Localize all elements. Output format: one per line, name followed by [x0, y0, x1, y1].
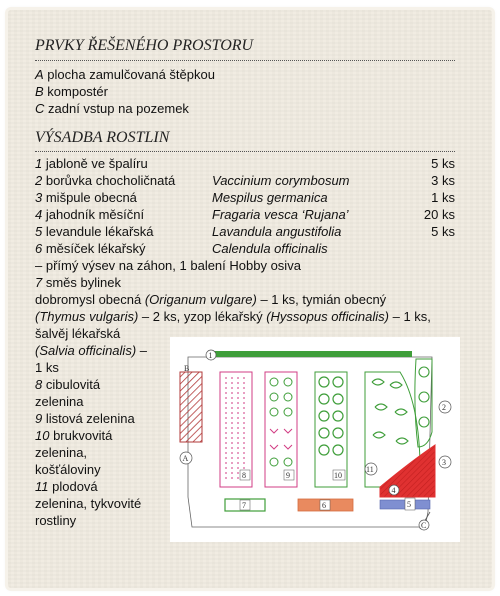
- herbs-line: šalvěj lékařská: [35, 326, 121, 341]
- garden-plan: [170, 337, 460, 542]
- veg-item: zelenina,: [35, 445, 88, 460]
- veg-item: 8 cibulovitá: [35, 377, 101, 392]
- label-4: 4: [391, 486, 396, 495]
- veg-item: zelenina: [35, 394, 84, 409]
- label-b: B: [184, 364, 190, 373]
- plant-row: 3 mišpule obecná: [35, 190, 137, 205]
- herbs-line: 1 ks: [35, 360, 59, 375]
- label-6: 6: [322, 501, 326, 510]
- herbs-title: 7 směs bylinek: [35, 275, 121, 290]
- plant-row: 5 levandule lékařská: [35, 224, 154, 239]
- veg-item: 11 plodová: [35, 479, 98, 494]
- label-8: 8: [242, 471, 246, 480]
- element-item-c: C zadní vstup na pozemek: [35, 101, 189, 116]
- plant-qty: 20 ks: [423, 207, 455, 222]
- compost-bin: [180, 372, 202, 442]
- veg-item: 10 brukvovitá: [35, 428, 113, 443]
- espalier-row: [212, 351, 412, 357]
- label-11: 11: [366, 465, 374, 474]
- plant-row: 4 jahodník měsíční: [35, 207, 145, 222]
- element-item-b: B kompostér: [35, 84, 108, 99]
- plant-latin: Calendula officinalis: [212, 241, 328, 256]
- plant-qty: 3 ks: [431, 173, 455, 188]
- elements-heading: PRVKY ŘEŠENÉHO PROSTORU: [35, 37, 254, 54]
- herbs-line: dobromysl obecná (Origanum vulgare) – 1 ks, tymián obecný: [35, 292, 387, 307]
- plant-latin: Fragaria vesca ‘Rujana’: [212, 207, 349, 222]
- herbs-line: (Salvia officinalis) –: [35, 343, 147, 358]
- veg-item: 9 listová zelenina: [35, 411, 135, 426]
- label-a: A: [182, 454, 189, 463]
- label-1: 1: [208, 351, 213, 360]
- label-2: 2: [442, 403, 446, 412]
- sowing-note: – přímý výsev na záhon, 1 balení Hobby osiva: [35, 258, 301, 273]
- plant-row: 6 měsíček lékařský: [35, 241, 146, 256]
- label-7: 7: [242, 501, 246, 510]
- herbs-line: (Thymus vulgaris) – 2 ks, yzop lékařský (Hyssopus officinalis) – 1 ks,: [35, 309, 431, 324]
- plant-row: 1 jabloně ve špalíru: [35, 156, 148, 171]
- plant-qty: 5 ks: [431, 224, 455, 239]
- veg-item: zelenina, tykvovité: [35, 496, 142, 511]
- plant-latin: Mespilus germanica: [212, 190, 328, 205]
- heading-rule: [35, 60, 455, 61]
- plant-row: 2 borůvka chocholičnatá: [35, 173, 176, 188]
- garden-plan-drawing: [170, 337, 460, 542]
- plant-latin: Vaccinium corymbosum: [212, 173, 350, 188]
- label-c: C: [421, 521, 427, 530]
- planting-heading: VÝSADBA ROSTLIN: [35, 129, 170, 146]
- label-5: 5: [407, 500, 411, 509]
- veg-item: košťáloviny: [35, 462, 101, 477]
- label-10: 10: [334, 471, 342, 480]
- plant-qty: 5 ks: [431, 156, 455, 171]
- heading-rule: [35, 151, 455, 152]
- plant-latin: Lavandula angustifolia: [212, 224, 342, 239]
- element-item-a: A plocha zamulčovaná štěpkou: [35, 67, 215, 82]
- label-9: 9: [286, 471, 290, 480]
- plant-qty: 1 ks: [431, 190, 455, 205]
- label-3: 3: [442, 458, 446, 467]
- veg-item: rostliny: [35, 513, 77, 528]
